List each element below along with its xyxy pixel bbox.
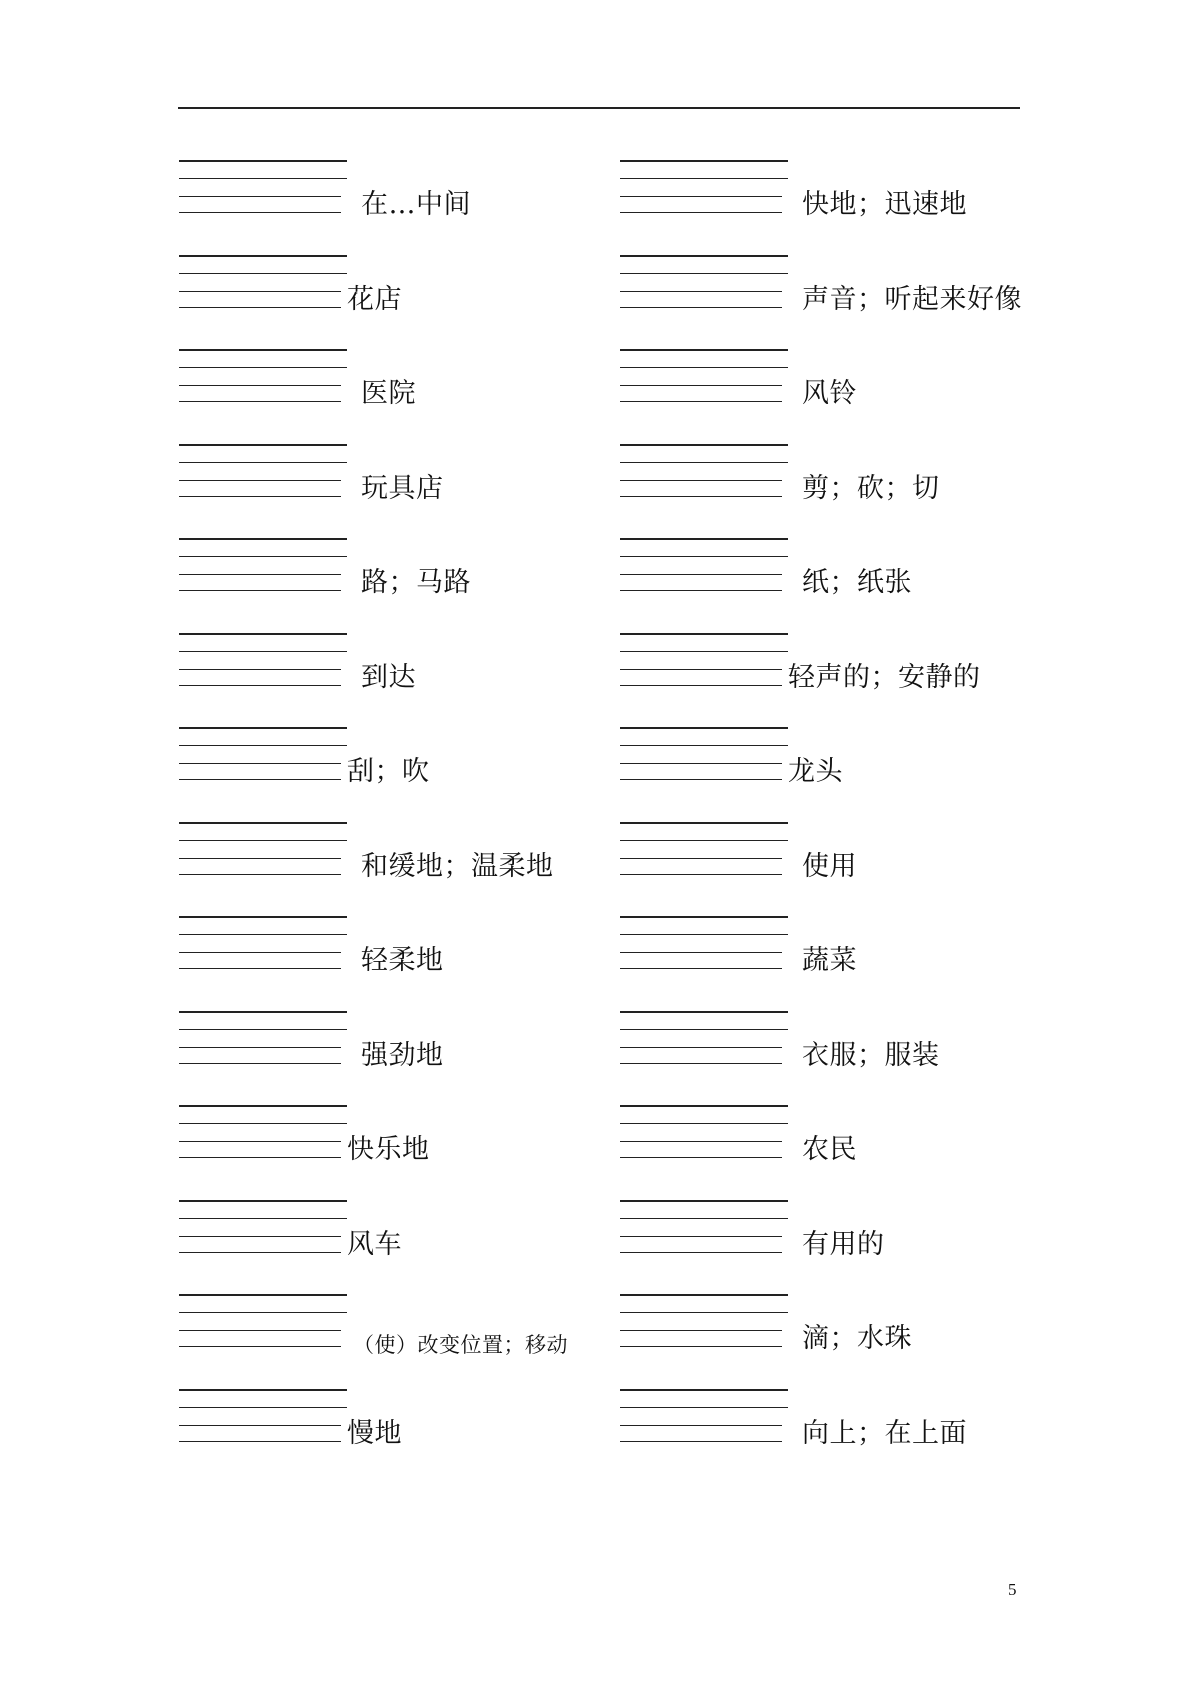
- writing-line: [620, 858, 782, 859]
- writing-blank[interactable]: [620, 1379, 788, 1439]
- writing-line: [179, 745, 347, 746]
- writing-line: [620, 401, 782, 402]
- left-vocab-entry: [179, 717, 599, 787]
- writing-blank[interactable]: [179, 1284, 347, 1344]
- left-vocab-entry: [179, 1379, 599, 1449]
- right-vocab-entry: [620, 906, 1040, 976]
- page-number: 5: [1008, 1580, 1017, 1599]
- writing-blank[interactable]: [179, 245, 347, 305]
- writing-line: [179, 556, 347, 557]
- writing-line: [179, 1407, 347, 1408]
- writing-line: [620, 1252, 782, 1253]
- chinese-gloss: 声音；听起来好像: [802, 283, 1022, 315]
- writing-line: [620, 367, 788, 368]
- writing-line: [620, 273, 788, 274]
- writing-line: [179, 574, 341, 575]
- writing-line: [179, 952, 341, 953]
- writing-line: [179, 1063, 341, 1064]
- chinese-gloss: 龙头: [788, 756, 843, 787]
- writing-line: [620, 444, 788, 446]
- writing-line: [179, 255, 347, 257]
- writing-line: [179, 444, 347, 446]
- right-vocab-entry: [620, 717, 1040, 787]
- right-vocab-entry: [620, 1001, 1040, 1071]
- right-vocab-entry: [620, 1095, 1040, 1165]
- writing-line: [179, 968, 341, 969]
- writing-blank[interactable]: [179, 339, 347, 399]
- writing-line: [179, 212, 341, 213]
- writing-line: [179, 178, 347, 179]
- chinese-gloss: 衣服；服装: [802, 1039, 940, 1071]
- writing-blank[interactable]: [620, 150, 788, 210]
- writing-line: [620, 160, 788, 162]
- writing-line: [620, 196, 782, 197]
- right-vocab-entry: [620, 1379, 1040, 1449]
- left-vocab-entry: [179, 339, 599, 409]
- writing-line: [620, 1141, 782, 1142]
- writing-line: [620, 1389, 788, 1391]
- writing-line: [179, 858, 341, 859]
- writing-blank[interactable]: [620, 1095, 788, 1155]
- writing-line: [179, 1441, 341, 1442]
- writing-line: [620, 779, 782, 780]
- writing-line: [620, 385, 782, 386]
- writing-line: [179, 727, 347, 729]
- writing-line: [620, 212, 782, 213]
- left-vocab-entry: [179, 1001, 599, 1071]
- writing-line: [620, 651, 788, 652]
- chinese-gloss: 轻声的；安静的: [788, 661, 981, 693]
- writing-line: [620, 1425, 782, 1426]
- writing-line: [179, 1330, 341, 1331]
- writing-line: [179, 1105, 347, 1107]
- chinese-gloss: 农民: [802, 1134, 857, 1165]
- chinese-gloss: 慢地: [347, 1417, 402, 1449]
- chinese-gloss: 风车: [347, 1228, 402, 1260]
- writing-line: [620, 590, 782, 591]
- left-vocab-entry: [179, 528, 599, 598]
- right-vocab-entry: [620, 1190, 1040, 1260]
- left-vocab-entry: [179, 150, 599, 220]
- chinese-gloss: 有用的: [802, 1228, 885, 1260]
- writing-line: [179, 307, 341, 308]
- writing-line: [620, 1294, 788, 1296]
- chinese-gloss: 滴；水珠: [802, 1323, 912, 1354]
- writing-line: [179, 651, 347, 652]
- writing-blank[interactable]: [179, 1190, 347, 1250]
- chinese-gloss: 快乐地: [347, 1134, 430, 1165]
- writing-line: [620, 952, 782, 953]
- writing-line: [620, 255, 788, 257]
- writing-line: [179, 160, 347, 162]
- writing-blank[interactable]: [620, 1001, 788, 1061]
- chinese-gloss: 到达: [361, 661, 416, 693]
- chinese-gloss: 向上；在上面: [802, 1417, 967, 1449]
- right-vocab-entry: [620, 812, 1040, 882]
- chinese-gloss: 蔬菜: [802, 945, 857, 976]
- writing-line: [620, 1407, 788, 1408]
- writing-line: [179, 685, 341, 686]
- writing-line: [179, 934, 347, 935]
- writing-line: [179, 1157, 341, 1158]
- writing-line: [179, 538, 347, 540]
- writing-line: [620, 496, 782, 497]
- writing-line: [620, 763, 782, 764]
- writing-line: [179, 1389, 347, 1391]
- left-vocab-entry: [179, 623, 599, 693]
- chinese-gloss: 快地；迅速地: [802, 189, 967, 220]
- header-rule: [178, 107, 1020, 109]
- chinese-gloss: 轻柔地: [361, 945, 444, 976]
- writing-line: [620, 1123, 788, 1124]
- writing-line: [179, 1294, 347, 1296]
- chinese-gloss: 在…中间: [361, 189, 471, 220]
- writing-line: [620, 1441, 782, 1442]
- writing-line: [620, 1346, 782, 1347]
- writing-line: [179, 1029, 347, 1030]
- writing-line: [179, 822, 347, 824]
- chinese-gloss: 路；马路: [361, 567, 471, 598]
- writing-line: [179, 763, 341, 764]
- writing-line: [179, 1236, 341, 1237]
- writing-blank[interactable]: [179, 1379, 347, 1439]
- writing-line: [179, 1123, 347, 1124]
- writing-line: [179, 1047, 341, 1048]
- writing-line: [620, 1063, 782, 1064]
- writing-line: [620, 633, 788, 635]
- writing-line: [179, 385, 341, 386]
- writing-line: [179, 1312, 347, 1313]
- writing-line: [179, 496, 341, 497]
- writing-blank[interactable]: [620, 1190, 788, 1250]
- writing-line: [620, 1236, 782, 1237]
- writing-line: [620, 480, 782, 481]
- writing-blank[interactable]: [620, 812, 788, 872]
- writing-line: [620, 669, 782, 670]
- writing-line: [620, 349, 788, 351]
- writing-line: [620, 1105, 788, 1107]
- writing-line: [620, 307, 782, 308]
- writing-line: [620, 556, 788, 557]
- writing-line: [179, 1425, 341, 1426]
- writing-line: [179, 1141, 341, 1142]
- writing-blank[interactable]: [620, 528, 788, 588]
- writing-line: [179, 480, 341, 481]
- writing-line: [179, 590, 341, 591]
- writing-line: [179, 874, 341, 875]
- writing-blank[interactable]: [620, 245, 788, 305]
- writing-blank[interactable]: [179, 812, 347, 872]
- writing-blank[interactable]: [179, 717, 347, 777]
- writing-line: [179, 1200, 347, 1202]
- writing-line: [179, 367, 347, 368]
- chinese-gloss: 使用: [802, 850, 857, 882]
- right-vocab-entry: [620, 623, 1040, 693]
- chinese-gloss: 剪；砍；切: [802, 472, 940, 504]
- writing-line: [179, 1252, 341, 1253]
- writing-line: [620, 538, 788, 540]
- writing-blank[interactable]: [620, 339, 788, 399]
- chinese-gloss: 风铃: [802, 378, 857, 409]
- left-vocab-entry: [179, 1190, 599, 1260]
- right-vocab-entry: [620, 1284, 1040, 1354]
- writing-blank[interactable]: [179, 1095, 347, 1155]
- writing-line: [620, 727, 788, 729]
- writing-line: [179, 196, 341, 197]
- writing-line: [620, 1029, 788, 1030]
- writing-blank[interactable]: [620, 1284, 788, 1344]
- writing-line: [179, 462, 347, 463]
- left-vocab-entry: [179, 245, 599, 315]
- writing-line: [620, 934, 788, 935]
- writing-blank[interactable]: [179, 434, 347, 494]
- writing-line: [620, 178, 788, 179]
- writing-line: [620, 1047, 782, 1048]
- writing-line: [620, 822, 788, 824]
- writing-blank[interactable]: [179, 528, 347, 588]
- writing-line: [179, 779, 341, 780]
- chinese-gloss: 纸；纸张: [802, 567, 912, 598]
- right-vocab-entry: [620, 434, 1040, 504]
- left-vocab-entry: [179, 434, 599, 504]
- left-vocab-entry: [179, 1095, 599, 1165]
- writing-blank[interactable]: [620, 623, 788, 683]
- writing-blank[interactable]: [179, 150, 347, 210]
- writing-line: [179, 349, 347, 351]
- chinese-gloss: 强劲地: [361, 1039, 444, 1071]
- writing-line: [620, 1218, 788, 1219]
- right-vocab-entry: [620, 339, 1040, 409]
- writing-blank[interactable]: [179, 1001, 347, 1061]
- writing-line: [179, 273, 347, 274]
- writing-line: [179, 840, 347, 841]
- writing-blank[interactable]: [179, 623, 347, 683]
- writing-line: [620, 874, 782, 875]
- writing-blank[interactable]: [620, 434, 788, 494]
- right-vocab-entry: [620, 150, 1040, 220]
- chinese-gloss: 刮；吹: [347, 756, 430, 787]
- writing-line: [620, 1330, 782, 1331]
- writing-line: [620, 1312, 788, 1313]
- chinese-gloss: 和缓地；温柔地: [361, 850, 554, 882]
- writing-line: [620, 840, 788, 841]
- writing-line: [620, 1200, 788, 1202]
- writing-line: [179, 916, 347, 918]
- chinese-gloss: （使）改变位置；移动: [353, 1333, 568, 1357]
- chinese-gloss: 花店: [347, 283, 402, 315]
- writing-line: [179, 1218, 347, 1219]
- writing-line: [620, 462, 788, 463]
- writing-line: [179, 633, 347, 635]
- left-vocab-entry: [179, 906, 599, 976]
- writing-line: [179, 1011, 347, 1013]
- chinese-gloss: 玩具店: [361, 472, 444, 504]
- writing-line: [620, 745, 788, 746]
- writing-blank[interactable]: [620, 717, 788, 777]
- chinese-gloss: 医院: [361, 378, 416, 409]
- writing-line: [620, 1011, 788, 1013]
- writing-line: [179, 401, 341, 402]
- left-vocab-entry: [179, 1284, 599, 1357]
- writing-line: [620, 968, 782, 969]
- writing-line: [620, 291, 782, 292]
- writing-line: [620, 574, 782, 575]
- left-vocab-entry: [179, 812, 599, 882]
- writing-blank[interactable]: [620, 906, 788, 966]
- right-vocab-entry: [620, 245, 1040, 315]
- writing-line: [620, 1157, 782, 1158]
- right-vocab-entry: [620, 528, 1040, 598]
- writing-line: [620, 916, 788, 918]
- writing-line: [620, 685, 782, 686]
- writing-line: [179, 669, 341, 670]
- writing-line: [179, 291, 341, 292]
- writing-line: [179, 1346, 341, 1347]
- writing-blank[interactable]: [179, 906, 347, 966]
